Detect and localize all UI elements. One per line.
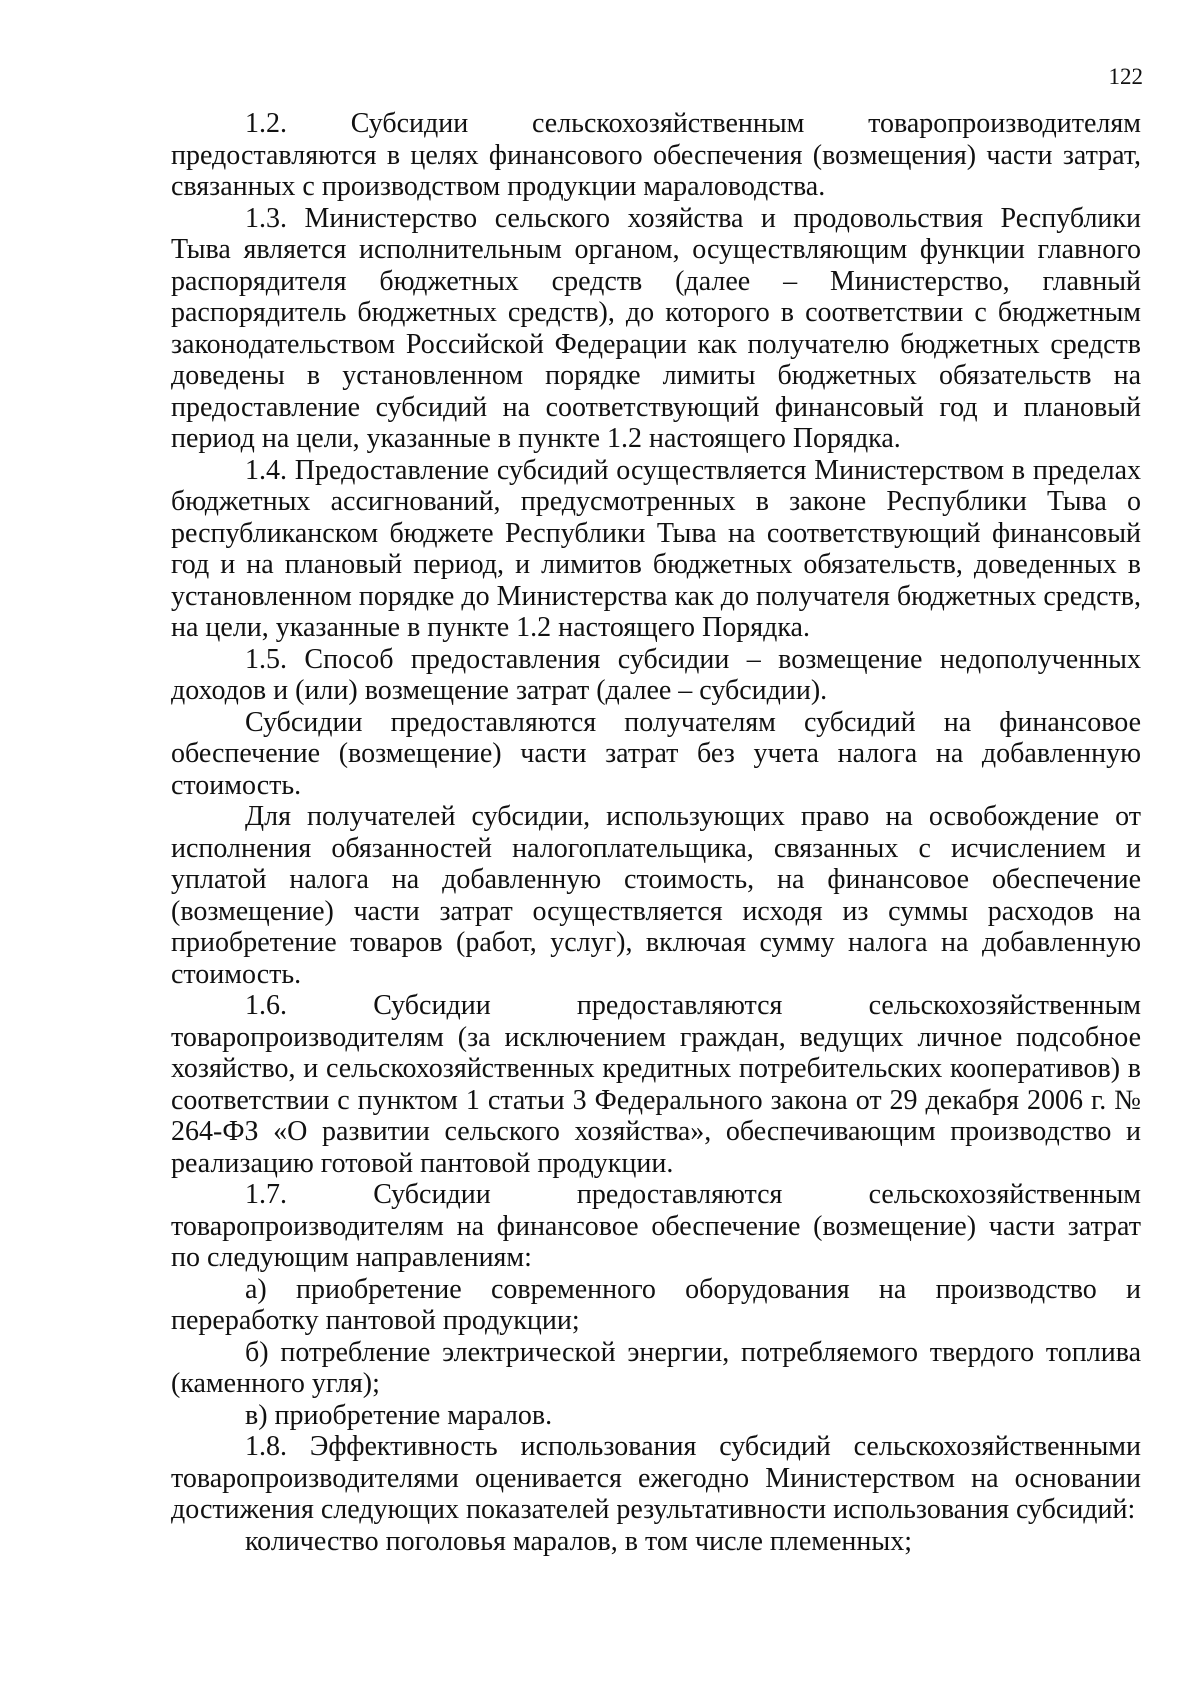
paragraph-subsidies-vat: Субсидии предоставляются получателям субсидий на финансовое обеспечение (возмещение) части затрат без учета налога на добавленную стоимость. [171,706,1141,801]
paragraph-1-8: 1.8. Эффективность использования субсидий сельскохозяйственными товаропроизводителями оценивается ежегодно Министерством на основании достижения следующих показателей результативности использования субсидий: [171,1431,1141,1525]
paragraph-1-5: 1.5. Способ предоставления субсидии – возмещение недополученных доходов и (или) возмещение затрат (далее – субсидии). [171,643,1141,706]
list-item-v: в) приобретение маралов. [245,1399,553,1431]
paragraph-vat-exempt: Для получателей субсидии, использующих право на освобождение от исполнения обязанностей налогоплательщика, связанных с исчислением и уплатой налога на добавленную стоимость, на финансовое обеспечение (возмещение) части затрат осуществляется исходя из суммы расходов на приобретение товаров (работ, услуг), включая сумму налога на добавленную стоимость. [171,801,1141,990]
document-body [171,108,1141,1557]
indicator-item: количество поголовья маралов, в том числе племенных; [245,1525,912,1557]
paragraph-1-3: 1.3. Министерство сельского хозяйства и продовольствия Республики Тыва является исполнительным органом, осуществляющим функции главного распорядителя бюджетных средств (далее – Министерство, главный распорядитель бюджетных средств), до которого в соответствии с бюджетным законодательством Российской Федерации как получателю бюджетных средств доведены в установленном порядке лимиты бюджетных обязательств на предоставление субсидий на соответствующий финансовый год и плановый период на цели, указанные в пункте 1.2 настоящего Порядка. [171,202,1141,454]
paragraph-1-2: 1.2. Субсидии сельскохозяйственным товаропроизводителям предоставляются в целях финансового обеспечения (возмещения) части затрат, связанных с производством продукции мараловодства. [171,108,1141,202]
paragraph-1-7: 1.7. Субсидии предоставляются сельскохозяйственным товаропроизводителям на финансовое обеспечение (возмещение) части затрат по следующим направлениям: [171,1179,1141,1273]
paragraph-1-6: 1.6. Субсидии предоставляются сельскохозяйственным товаропроизводителям (за исключением граждан, ведущих личное подсобное хозяйство, и сельскохозяйственных кредитных потребительских кооперативов) в соответствии с пунктом 1 статьи 3 Федерального закона от 29 декабря 2006 г. № 264-ФЗ «О развитии сельского хозяйства», обеспечивающим производство и реализацию готовой пантовой продукции. [171,990,1141,1179]
list-item-a: а) приобретение современного оборудования на производство и переработку пантовой продукции; [171,1273,1141,1336]
list-item-b: б) потребление электрической энергии, потребляемого твердого топлива (каменного угля); [171,1336,1141,1399]
page-number: 122 [1108,64,1143,89]
paragraph-1-4: 1.4. Предоставление субсидий осуществляется Министерством в пределах бюджетных ассигнований, предусмотренных в законе Республики Тыва о республиканском бюджете Республики Тыва на соответствующий финансовый год и на плановый период, и лимитов бюджетных обязательств, доведенных в установленном порядке до Министерства как до получателя бюджетных средств, на цели, указанные в пункте 1.2 настоящего Порядка. [171,454,1141,643]
